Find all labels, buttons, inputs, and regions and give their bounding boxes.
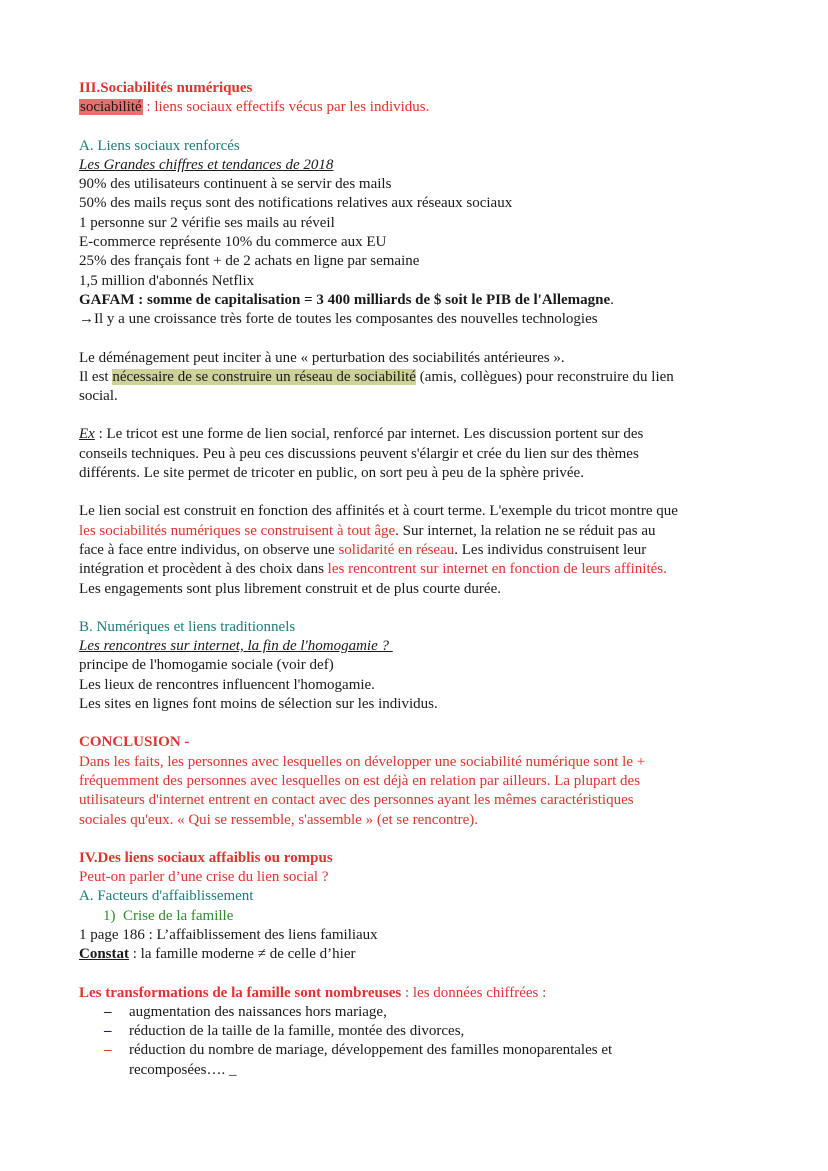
dash-list bbox=[79, 1003, 759, 1080]
gafam-line bbox=[79, 291, 759, 310]
paragraph-line: Le lien social est construit en fonction des affinités et à court terme. L'exemple du tricot montre que bbox=[79, 503, 678, 520]
page-reference: 1 page 186 : L’affaiblissement des liens familiaux bbox=[79, 926, 378, 943]
section-4-sub-a: A. Facteurs d'affaiblissement bbox=[79, 888, 254, 905]
stat-line: 1,5 million d'abonnés Netflix bbox=[79, 272, 255, 289]
definition-text: : liens sociaux effectifs vécus par les individus. bbox=[142, 99, 430, 116]
list-item-text: réduction de la taille de la famille, montée des divorces, bbox=[129, 1023, 465, 1040]
text-run: intégration et procèdent à des choix dans bbox=[79, 561, 328, 578]
paragraph-line: conseils techniques. Peu à peu ces discussions peuvent s'élargir et crée du lien sur des thèmes bbox=[79, 445, 639, 462]
definition-line bbox=[79, 98, 759, 117]
list-item bbox=[79, 1041, 759, 1060]
growth-line: →Il y a une croissance très forte de toutes les composantes des nouvelles technologies bbox=[79, 311, 598, 328]
conclusion-line: utilisateurs d'internet entrent en contact avec des personnes ayant les mêmes caractéristiques bbox=[79, 792, 634, 809]
section-3-title: III.Sociabilités numériques bbox=[79, 80, 253, 96]
red-phrase: les rencontrent sur internet en fonction de leurs affinités. bbox=[327, 561, 667, 578]
paragraph-line bbox=[79, 560, 759, 579]
section-a-subheading: Les Grandes chiffres et tendances de 2018 bbox=[79, 156, 334, 173]
conclusion-line: sociales qu'eux. « Qui se ressemble, s'assemble » (et se rencontre). bbox=[79, 811, 479, 828]
stat-line: 25% des français font + de 2 achats en ligne par semaine bbox=[79, 253, 420, 270]
paragraph-line bbox=[79, 522, 759, 541]
list-item-text: réduction du nombre de mariage, développement des familles monoparentales et bbox=[129, 1042, 613, 1059]
paragraph-line: principe de l'homogamie sociale (voir def) bbox=[79, 657, 334, 674]
text-run: . Sur internet, la relation ne se réduit pas au bbox=[395, 522, 656, 539]
text-run: : Le tricot est une forme de lien social, renforcé par internet. Les discussion portent sur des bbox=[94, 426, 644, 443]
conclusion-title: CONCLUSION - bbox=[79, 734, 190, 751]
dash-bullet: – bbox=[104, 1023, 112, 1040]
conclusion-line: Dans les faits, les personnes avec lesquelles on développer une sociabilité numérique sont le + bbox=[79, 753, 646, 770]
list-item bbox=[79, 1003, 759, 1022]
transformations-bold: Les transformations de la famille sont nombreuses bbox=[79, 984, 402, 1001]
section-b-heading: B. Numériques et liens traditionnels bbox=[79, 618, 296, 635]
text-run: : la famille moderne ≠ de celle d’hier bbox=[129, 946, 356, 963]
paragraph-line: Le déménagement peut inciter à une « perturbation des sociabilités antérieures ». bbox=[79, 349, 565, 366]
paragraph-line: social. bbox=[79, 388, 118, 405]
section-a-heading: A. Liens sociaux renforcés bbox=[79, 137, 240, 154]
conclusion-line: fréquemment des personnes avec lesquelles on est déjà en relation par ailleurs. La plupart des bbox=[79, 772, 641, 789]
section-4-title: IV.Des liens sociaux affaiblis ou rompus bbox=[79, 849, 333, 866]
highlighted-term: sociabilité bbox=[80, 99, 142, 116]
document-content bbox=[79, 79, 759, 1080]
paragraph-line bbox=[79, 541, 759, 560]
paragraph-line: Les engagements sont plus librement construit et de plus courte durée. bbox=[79, 580, 501, 597]
paragraph-line bbox=[79, 368, 759, 387]
constat-label: Constat bbox=[79, 946, 130, 963]
text-run: Il est bbox=[79, 368, 113, 385]
paragraph-line: différents. Le site permet de tricoter en public, on sort peu à peu de la sphère privée. bbox=[79, 465, 584, 482]
stat-line: 50% des mails reçus sont des notifications relatives aux réseaux sociaux bbox=[79, 195, 513, 212]
list-item-text: recomposées…. _ bbox=[129, 1061, 237, 1078]
constat-line bbox=[79, 945, 759, 964]
example-label: Ex bbox=[79, 426, 95, 443]
stat-line: 90% des utilisateurs continuent à se servir des mails bbox=[79, 176, 392, 193]
stat-line: 1 personne sur 2 vérifie ses mails au réveil bbox=[79, 214, 335, 231]
text-run: : les données chiffrées : bbox=[401, 984, 547, 1001]
dash-bullet: – bbox=[104, 1042, 112, 1059]
stat-line: E-commerce représente 10% du commerce aux EU bbox=[79, 234, 387, 251]
red-phrase: solidarité en réseau bbox=[338, 541, 455, 558]
list-item bbox=[79, 1022, 759, 1041]
gafam-bold: GAFAM : somme de capitalisation = 3 400 milliards de $ soit le PIB de l'Allemagne bbox=[79, 291, 611, 308]
highlighted-phrase: nécessaire de se construire un réseau de sociabilité bbox=[112, 368, 416, 385]
paragraph-line: Les lieux de rencontres influencent l'homogamie. bbox=[79, 676, 375, 693]
red-phrase: les sociabilités numériques se construisent à tout âge bbox=[79, 522, 396, 539]
paragraph-line bbox=[79, 425, 759, 444]
text-run: (amis, collègues) pour reconstruire du lien bbox=[415, 368, 674, 385]
numbered-item: 1) Crise de la famille bbox=[103, 907, 234, 924]
paragraph-line: Les sites en lignes font moins de sélection sur les individus. bbox=[79, 696, 438, 713]
text-run: . Les individus construisent leur bbox=[454, 541, 647, 558]
section-4-question: Peut-on parler d’une crise du lien social ? bbox=[79, 869, 329, 886]
transformations-title bbox=[79, 984, 759, 1003]
dash-bullet: – bbox=[104, 1003, 112, 1020]
list-item-text: augmentation des naissances hors mariage, bbox=[129, 1003, 387, 1020]
section-b-subheading: Les rencontres sur internet, la fin de l'homogamie ? bbox=[79, 638, 393, 655]
gafam-period: . bbox=[610, 291, 614, 308]
list-item-continuation bbox=[79, 1061, 759, 1080]
text-run: face à face entre individus, on observe une bbox=[79, 541, 339, 558]
